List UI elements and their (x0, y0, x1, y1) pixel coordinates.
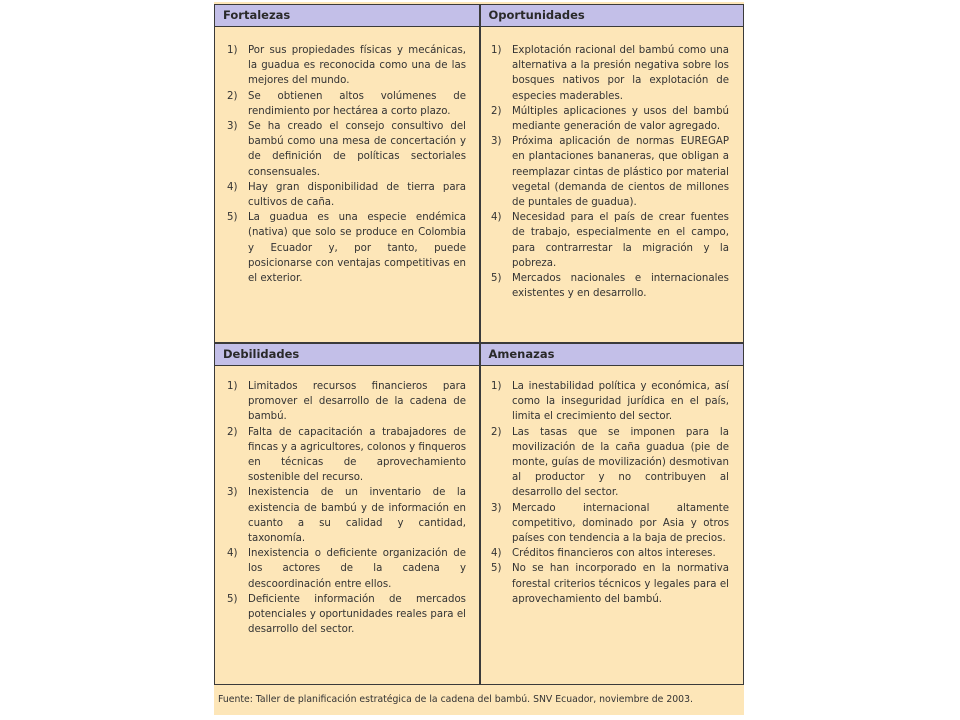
list-item (227, 119, 466, 180)
item-number: 1) (227, 45, 238, 56)
list-item (227, 425, 466, 486)
item-number: 4) (227, 548, 238, 560)
item-text: Inexistencia o deficiente organización de los actores de la cadena y descoordinación entre ellos. (248, 548, 466, 590)
item-number: 4) (491, 548, 502, 560)
item-text: Inexistencia de un inventario de la existencia de bambú y de información en cuanto a su calidad y cantidad, taxonomía. (248, 487, 466, 545)
item-text: Se obtienen altos volúmenes de rendimiento por hectárea a corto plazo. (248, 90, 466, 117)
item-number: 1) (491, 381, 502, 392)
header-debilidades: Debilidades (215, 344, 479, 366)
item-text: Mercados nacionales e internacionales existentes y en desarrollo. (512, 273, 729, 300)
item-text: La inestabilidad política y económica, así como la inseguridad jurídica en el país, limita el crecimiento del sector. (512, 381, 729, 423)
item-text: Créditos financieros con altos intereses. (512, 548, 716, 560)
list-item (491, 43, 729, 104)
list-item (491, 501, 729, 547)
item-text: Múltiples aplicaciones y usos del bambú mediante generación de valor agregado. (512, 105, 729, 133)
list-debilidades (227, 379, 466, 637)
item-number: 5) (227, 212, 238, 224)
item-number: 4) (491, 212, 502, 224)
list-item (227, 592, 466, 638)
item-number: 5) (227, 593, 238, 605)
item-number: 2) (491, 105, 502, 117)
list-item (491, 425, 729, 501)
list-item (227, 379, 466, 425)
list-amenazas (491, 379, 729, 607)
item-text: Explotación racional del bambú como una alternativa a la presión negativa sobre los bosques nativos por la explotación de especies maderables. (512, 45, 729, 102)
swot-table (214, 4, 744, 685)
item-number: 5) (491, 563, 502, 575)
item-number: 1) (491, 45, 502, 56)
cell-fortalezas (227, 43, 466, 286)
list-fortalezas (227, 43, 466, 286)
item-text: Se ha creado el consejo consultivo del bambú como una mesa de concertación y de definición de políticas sectoriales consensuales. (248, 121, 466, 178)
item-text: Próxima aplicación de normas EUREGAP en plantaciones bananeras, que obligan a reemplazar cintas de plástico por material vegetal (demanda de cientos de millones de puntales de guadua). (512, 136, 729, 209)
cell-amenazas (491, 379, 729, 607)
item-text: Por sus propiedades físicas y mecánicas, la guadua es reconocida como una de las mejores del mundo. (248, 45, 466, 87)
list-item (491, 561, 729, 607)
item-text: Falta de capacitación a trabajadores de fincas y a agricultores, colonos y finqueros en técnicas de aprovechamiento sostenible del recurso. (248, 426, 466, 484)
list-item (227, 43, 466, 89)
item-number: 3) (491, 136, 502, 148)
item-number: 2) (227, 90, 238, 102)
item-number: 3) (491, 502, 502, 514)
item-text: Necesidad para el país de crear fuentes de trabajo, especialmente en el campo, para contrarrestar la migración y la pobreza. (512, 212, 729, 269)
item-text: Mercado internacional altamente competitivo, dominado por Asia y otros países con tendencia a la baja de precios. (512, 502, 729, 545)
item-text: La guadua es una especie endémica (nativa) que solo se produce en Colombia y Ecuador y, por tanto, puede posicionarse con ventajas competitivas en el exterior. (248, 212, 466, 285)
cell-debilidades (227, 379, 466, 637)
item-text: Hay gran disponibilidad de tierra para cultivos de caña. (248, 181, 466, 209)
list-oportunidades (491, 43, 729, 301)
list-item (227, 89, 466, 119)
item-number: 4) (227, 181, 238, 193)
list-item (491, 134, 729, 210)
item-number: 1) (227, 381, 238, 392)
header-oportunidades: Oportunidades (481, 5, 743, 27)
list-item (227, 546, 466, 592)
item-text: No se han incorporado en la normativa forestal criterios técnicos y legales para el aprovechamiento del bambú. (512, 563, 729, 605)
item-number: 5) (491, 273, 502, 285)
list-item (227, 180, 466, 210)
list-item (227, 485, 466, 546)
list-item (491, 210, 729, 271)
list-item (491, 271, 729, 301)
list-item (491, 546, 729, 561)
item-number: 3) (227, 487, 238, 499)
list-item (491, 379, 729, 425)
item-text: Limitados recursos financieros para promover el desarrollo de la cadena de bambú. (248, 381, 466, 423)
header-fortalezas: Fortalezas (215, 5, 479, 27)
header-amenazas: Amenazas (481, 344, 743, 366)
item-number: 2) (491, 426, 502, 438)
cell-oportunidades (491, 43, 729, 301)
list-item (491, 104, 729, 134)
item-number: 2) (227, 426, 238, 438)
item-number: 3) (227, 121, 238, 133)
item-text: Deficiente información de mercados potenciales y oportunidades reales para el desarrollo del sector. (248, 593, 466, 636)
source-footnote: Fuente: Taller de planificación estratégica de la cadena del bambú. SNV Ecuador, noviembre de 2003. (218, 694, 693, 705)
item-text: Las tasas que se imponen para la movilización de la caña guadua (pie de monte, guías de movilización) desmotivan al productor y no contribuyen al desarrollo del sector. (512, 426, 729, 499)
list-item (227, 210, 466, 286)
